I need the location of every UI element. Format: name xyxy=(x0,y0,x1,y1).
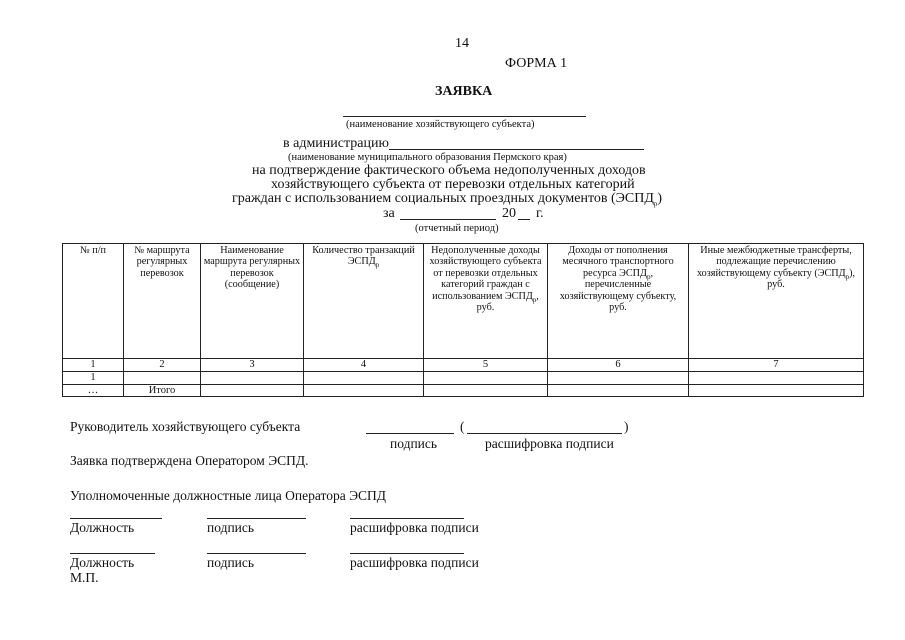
table-numbers-row xyxy=(63,359,864,372)
municipality-caption: (наименование муниципального образования Пермского края) xyxy=(288,152,567,163)
decode-caption-1: расшифровка подписи xyxy=(350,520,479,535)
header-cell xyxy=(548,244,689,359)
paren-open: ( xyxy=(460,419,465,434)
cell xyxy=(548,384,689,397)
year-line xyxy=(518,219,530,220)
header-sub: р xyxy=(845,272,850,281)
header-sub: р xyxy=(646,272,651,281)
position-label-1: Должность xyxy=(70,520,135,535)
header-text: Количество транзакций ЭСПД xyxy=(312,245,415,268)
cell xyxy=(201,384,304,397)
cell-total-label: Итого xyxy=(124,384,201,397)
cell xyxy=(689,384,864,397)
period-caption: (отчетный период) xyxy=(415,223,499,234)
decode-line-1 xyxy=(350,518,464,519)
decode-line-2 xyxy=(350,553,464,554)
head-decode-caption: расшифровка подписи xyxy=(485,436,614,451)
number-cell: 3 xyxy=(201,359,304,372)
table-row-total xyxy=(63,384,864,397)
head-signature-caption: подпись xyxy=(390,436,438,451)
cell xyxy=(548,371,689,384)
position-label-2: Должность xyxy=(70,555,135,570)
header-text: Иные межбюджетные трансферты, подлежащие перечислению хозяйствующему субъекту (ЭСПД xyxy=(696,245,852,279)
subject-caption: (наименование хозяйствующего субъекта) xyxy=(346,119,535,130)
header-cell xyxy=(689,244,864,359)
period-g: г. xyxy=(536,206,544,221)
decode-caption-2: расшифровка подписи xyxy=(350,555,479,570)
signature-caption-1: подпись xyxy=(207,520,255,535)
header-tail: , руб. xyxy=(476,290,539,314)
admin-label: в администрацию xyxy=(283,136,389,151)
page-number: 14 xyxy=(455,36,469,51)
period-za: за xyxy=(383,206,395,221)
header-tail: , перечисленные хозяйствующему субъекту, руб. xyxy=(559,267,677,314)
period-year: 20 xyxy=(502,206,516,221)
paren-close: ) xyxy=(624,419,629,434)
officials-text: Уполномоченные должностные лица Оператора ЭСПД xyxy=(70,488,386,503)
cell xyxy=(124,371,201,384)
cell: … xyxy=(63,384,124,397)
cell xyxy=(689,371,864,384)
cell xyxy=(201,371,304,384)
header-sub: р xyxy=(375,261,380,270)
header-sub: р xyxy=(532,295,537,304)
admin-line xyxy=(389,149,644,150)
head-signature-line xyxy=(366,433,454,434)
cell: 1 xyxy=(63,371,124,384)
subject-name-line xyxy=(343,116,586,117)
purpose-sub: р xyxy=(653,199,658,208)
header-text: Доходы от пополнения месячного транспортного ресурса ЭСПД xyxy=(562,245,674,279)
signature-line-1 xyxy=(207,518,306,519)
purpose-line-2: хозяйствующего субъекта от перевозки отдельных категорий xyxy=(271,177,635,192)
cell xyxy=(424,371,548,384)
approved-text: Заявка подтверждена Оператором ЭСПД. xyxy=(70,453,309,468)
number-cell: 6 xyxy=(548,359,689,372)
purpose-line-1: на подтверждение фактического объема недополученных доходов xyxy=(252,163,646,178)
head-decode-line xyxy=(467,433,622,434)
position-line-2 xyxy=(70,553,155,554)
table-header-row xyxy=(63,244,864,359)
number-cell: 7 xyxy=(689,359,864,372)
header-cell: № п/п xyxy=(63,244,124,359)
header-text: Недополученные доходы хозяйствующего субъекта от перевозки отдельных категорий граждан с использованием ЭСПД xyxy=(429,245,542,302)
form-label: ФОРМА 1 xyxy=(505,56,568,71)
header-cell xyxy=(304,244,424,359)
number-cell: 4 xyxy=(304,359,424,372)
period-line xyxy=(400,219,496,220)
purpose-line-3 xyxy=(232,191,662,207)
table-row xyxy=(63,371,864,384)
cell xyxy=(304,384,424,397)
signature-caption-2: подпись xyxy=(207,555,255,570)
cell xyxy=(424,384,548,397)
header-cell xyxy=(424,244,548,359)
number-cell: 5 xyxy=(424,359,548,372)
header-cell: № маршрута регулярных перевозок xyxy=(124,244,201,359)
header-tail: ), руб. xyxy=(767,267,856,291)
purpose-line-3-text: граждан с использованием социальных проездных документов (ЭСПД xyxy=(232,191,654,206)
signature-line-2 xyxy=(207,553,306,554)
number-cell: 1 xyxy=(63,359,124,372)
report-table xyxy=(62,243,864,397)
head-label: Руководитель хозяйствующего субъекта xyxy=(70,419,301,434)
purpose-line-3-tail: ) xyxy=(657,191,663,206)
position-line-1 xyxy=(70,518,162,519)
stamp-label: М.П. xyxy=(70,570,99,585)
cell xyxy=(304,371,424,384)
number-cell: 2 xyxy=(124,359,201,372)
document-title: ЗАЯВКА xyxy=(435,84,493,99)
header-cell: Наименование маршрута регулярных перевозок (сообщение) xyxy=(201,244,304,359)
